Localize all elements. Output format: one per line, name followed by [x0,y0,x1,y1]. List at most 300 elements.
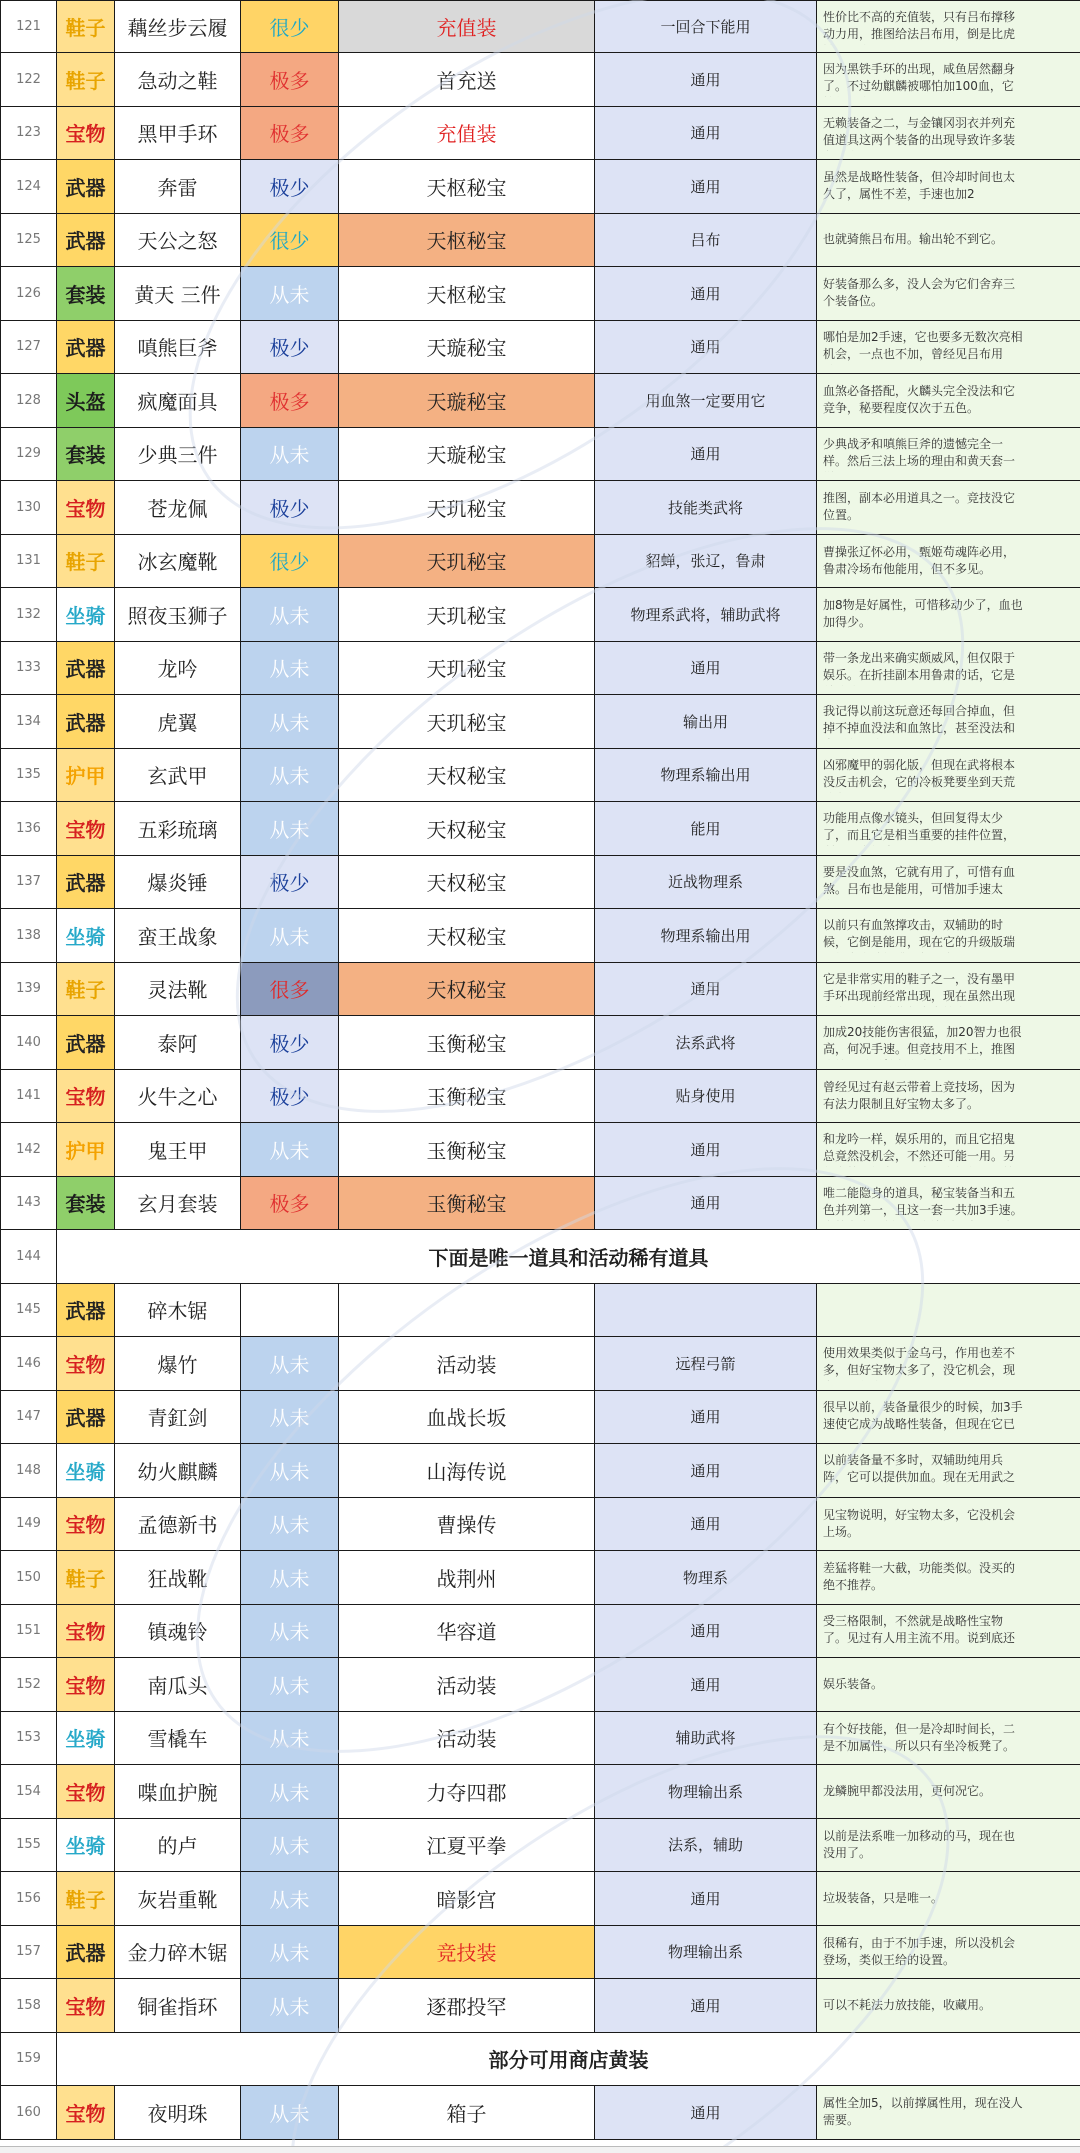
category-cell[interactable]: 坐骑 [57,1444,115,1498]
item-name-cell[interactable]: 的卢 [115,1818,241,1872]
applicable-cell[interactable]: 通用 [595,320,817,374]
item-name-cell[interactable]: 鬼王甲 [115,1123,241,1177]
category-cell[interactable]: 鞋子 [57,1,115,53]
comment-text: 功能用点像水镜头，但回复得太少了，而且它是相当重要的挂件位置， [823,811,1016,843]
usage-frequency-cell[interactable]: 极多 [241,1176,339,1230]
applicable-cell[interactable]: 技能类武将 [595,481,817,535]
source-cell[interactable]: 活动装 [339,1711,595,1765]
category-cell[interactable]: 护甲 [57,748,115,802]
row-number[interactable]: 140 [1,1016,57,1070]
source-cell[interactable]: 天玑秘宝 [339,641,595,695]
source-cell[interactable]: 天权秘宝 [339,909,595,963]
source-cell[interactable]: 战荆州 [339,1551,595,1605]
comment-text: 使用效果类似于金乌弓，作用也差不多，但好宝物太多了，没它机会，现 [823,1346,1016,1378]
item-name-cell[interactable]: 灵法靴 [115,962,241,1016]
category-cell[interactable]: 宝物 [57,1979,115,2033]
table-row [1,1283,1080,1337]
source-cell[interactable]: 玉衡秘宝 [339,1016,595,1070]
row-number[interactable]: 157 [1,1925,57,1979]
comment-cell[interactable] [817,1069,1080,1123]
category-cell[interactable]: 鞋子 [57,1551,115,1605]
source-cell[interactable]: 暗影宫 [339,1872,595,1926]
source-cell[interactable]: 天权秘宝 [339,962,595,1016]
category-cell[interactable]: 坐骑 [57,1711,115,1765]
source-cell[interactable]: 天玑秘宝 [339,588,595,642]
applicable-cell[interactable]: 通用 [595,1444,817,1498]
category-cell[interactable]: 宝物 [57,1604,115,1658]
category-cell[interactable]: 鞋子 [57,962,115,1016]
usage-frequency-cell[interactable]: 从未 [241,695,339,749]
comment-cell[interactable] [817,1444,1080,1498]
source-cell[interactable]: 玉衡秘宝 [339,1069,595,1123]
item-name-cell[interactable]: 狂战靴 [115,1551,241,1605]
row-number[interactable]: 150 [1,1551,57,1605]
comment-text: 唯二能隐身的道具，秘宝装备当和五色并列第一，且这一套一共加3手速。 [823,1185,1023,1217]
item-name-cell[interactable]: 天公之怒 [115,213,241,267]
applicable-cell[interactable]: 貂蝉，张辽，鲁肃 [595,534,817,588]
comment-cell[interactable] [817,1925,1080,1979]
source-cell[interactable]: 首充送 [339,53,595,107]
comment-text: 加8物是好属性，可惜移动少了，血也加得少。 [823,598,1023,630]
comment-cell[interactable] [817,1497,1080,1551]
applicable-cell[interactable]: 通用 [595,53,817,107]
usage-frequency-cell[interactable]: 从未 [241,1818,339,1872]
comment-cell[interactable] [817,160,1080,214]
item-name-cell[interactable]: 虎翼 [115,695,241,749]
source-cell[interactable]: 玉衡秘宝 [339,1123,595,1177]
item-name-cell[interactable]: 奔雷 [115,160,241,214]
row-number[interactable]: 130 [1,481,57,535]
row-number[interactable]: 145 [1,1283,57,1337]
usage-frequency-cell[interactable]: 从未 [241,1765,339,1819]
source-cell[interactable]: 天权秘宝 [339,855,595,909]
category-cell[interactable]: 宝物 [57,1069,115,1123]
source-cell[interactable]: 曹操传 [339,1497,595,1551]
category-cell[interactable]: 宝物 [57,481,115,535]
usage-frequency-cell[interactable]: 极多 [241,106,339,160]
item-name-cell[interactable]: 龙吟 [115,641,241,695]
usage-frequency-cell[interactable]: 从未 [241,2086,339,2140]
comment-text: 血煞必备搭配，火麟头完全没法和它竞争，秘要程度仅次于五色。 [823,384,1016,416]
category-cell[interactable]: 宝物 [57,106,115,160]
row-number[interactable]: 158 [1,1979,57,2033]
comment-cell[interactable] [817,1,1080,53]
table-row [1,1176,1080,1230]
applicable-cell[interactable]: 通用 [595,160,817,214]
item-name-cell[interactable]: 急动之鞋 [115,53,241,107]
source-cell[interactable]: 力夺四郡 [339,1765,595,1819]
usage-frequency-cell[interactable]: 从未 [241,1658,339,1712]
category-cell[interactable]: 武器 [57,213,115,267]
category-cell[interactable]: 武器 [57,695,115,749]
applicable-cell[interactable]: 通用 [595,1658,817,1712]
usage-frequency-cell[interactable]: 从未 [241,1337,339,1391]
row-number[interactable]: 131 [1,534,57,588]
applicable-cell[interactable]: 通用 [595,962,817,1016]
source-cell[interactable]: 天枢秘宝 [339,160,595,214]
row-number[interactable]: 135 [1,748,57,802]
applicable-cell[interactable]: 一回合下能用 [595,1,817,53]
table-row [1,641,1080,695]
table-row [1,106,1080,160]
usage-frequency-cell[interactable]: 从未 [241,1925,339,1979]
applicable-cell[interactable]: 能用 [595,802,817,856]
section-title[interactable]: 部分可用商店黄装 [57,2032,1080,2086]
table-row [1,1979,1080,2033]
comment-text: 因为黑铁手环的出现，咸鱼居然翻身了。不过幼麒麟被哪怕加100血，它 [823,62,1016,94]
applicable-cell[interactable]: 法系，辅助 [595,1818,817,1872]
item-name-cell[interactable]: 黄天 三件 [115,267,241,321]
source-cell[interactable]: 活动装 [339,1337,595,1391]
category-cell[interactable]: 宝物 [57,2086,115,2140]
item-name-cell[interactable]: 蛮王战象 [115,909,241,963]
comment-cell[interactable] [817,1337,1080,1391]
category-cell[interactable]: 武器 [57,160,115,214]
row-number[interactable]: 127 [1,320,57,374]
comment-text: 少典战矛和嗔熊巨斧的遗憾完全一样。然后三法上场的理由和黄天套一 [823,436,1016,468]
sheet-tabs-bar [0,2146,1080,2153]
category-cell[interactable]: 鞋子 [57,1872,115,1926]
category-cell[interactable]: 武器 [57,855,115,909]
applicable-cell[interactable]: 通用 [595,1176,817,1230]
row-number[interactable]: 154 [1,1765,57,1819]
usage-frequency-cell[interactable]: 从未 [241,1497,339,1551]
comment-cell[interactable] [817,53,1080,107]
applicable-cell[interactable] [595,1283,817,1337]
category-cell[interactable]: 套装 [57,267,115,321]
item-name-cell[interactable]: 藕丝步云履 [115,1,241,53]
item-name-cell[interactable]: 照夜玉狮子 [115,588,241,642]
category-cell[interactable]: 宝物 [57,1497,115,1551]
source-cell[interactable]: 天权秘宝 [339,802,595,856]
comment-cell[interactable] [817,748,1080,802]
usage-frequency-cell[interactable]: 从未 [241,1551,339,1605]
comment-cell[interactable] [817,374,1080,428]
comment-text: 以前只有血煞撑攻击，双辅助的时候，它倒是能用，现在它的升级版瑞 [823,918,1016,950]
usage-frequency-cell[interactable]: 极少 [241,1016,339,1070]
comment-text: 哪怕是加2手速，它也要多无数次亮相机会，一点也不加，曾经见吕布用 [823,329,1023,361]
item-name-cell[interactable]: 爆炎锤 [115,855,241,909]
comment-cell[interactable] [817,427,1080,481]
item-name-cell[interactable]: 铜雀指环 [115,1979,241,2033]
applicable-cell[interactable]: 吕布 [595,213,817,267]
row-number[interactable]: 124 [1,160,57,214]
row-number[interactable]: 125 [1,213,57,267]
category-cell[interactable]: 护甲 [57,1123,115,1177]
category-cell[interactable]: 宝物 [57,1765,115,1819]
comment-cell[interactable] [817,2086,1080,2140]
applicable-cell[interactable]: 物理系武将，辅助武将 [595,588,817,642]
item-name-cell[interactable]: 黑甲手环 [115,106,241,160]
row-number[interactable]: 141 [1,1069,57,1123]
item-name-cell[interactable]: 青釭剑 [115,1390,241,1444]
applicable-cell[interactable]: 通用 [595,427,817,481]
usage-frequency-cell[interactable]: 很少 [241,213,339,267]
source-cell[interactable]: 逐郡投罕 [339,1979,595,2033]
usage-frequency-cell[interactable]: 从未 [241,1390,339,1444]
category-cell[interactable]: 坐骑 [57,909,115,963]
row-number[interactable]: 139 [1,962,57,1016]
usage-frequency-cell[interactable]: 极多 [241,374,339,428]
source-cell[interactable]: 竞技装 [339,1925,595,1979]
comment-cell[interactable] [817,534,1080,588]
comment-cell[interactable] [817,641,1080,695]
item-name-cell[interactable]: 疯魔面具 [115,374,241,428]
source-cell[interactable]: 天璇秘宝 [339,427,595,481]
source-cell[interactable]: 天枢秘宝 [339,267,595,321]
category-cell[interactable]: 坐骑 [57,1818,115,1872]
comment-cell[interactable] [817,481,1080,535]
category-cell[interactable]: 武器 [57,1925,115,1979]
row-number[interactable]: 143 [1,1176,57,1230]
row-number[interactable]: 144 [1,1230,57,1284]
comment-cell[interactable] [817,1872,1080,1926]
item-name-cell[interactable]: 泰阿 [115,1016,241,1070]
row-number[interactable]: 126 [1,267,57,321]
item-name-cell[interactable]: 碎木锯 [115,1283,241,1337]
source-cell[interactable]: 充值装 [339,1,595,53]
comment-cell[interactable] [817,213,1080,267]
row-number[interactable]: 151 [1,1604,57,1658]
applicable-cell[interactable]: 物理系输出用 [595,748,817,802]
item-name-cell[interactable]: 火牛之心 [115,1069,241,1123]
applicable-cell[interactable]: 输出用 [595,695,817,749]
applicable-cell[interactable]: 通用 [595,1604,817,1658]
row-number[interactable]: 122 [1,53,57,107]
comment-text: 很稀有，由于不加手速，所以没机会登场，类似王给的设置。 [823,1935,1016,1967]
category-cell[interactable]: 武器 [57,1283,115,1337]
applicable-cell[interactable]: 物理输出系 [595,1765,817,1819]
row-number[interactable]: 160 [1,2086,57,2140]
table-row [1,1,1080,53]
comment-cell[interactable] [817,1551,1080,1605]
applicable-cell[interactable]: 通用 [595,1979,817,2033]
applicable-cell[interactable]: 物理系输出用 [595,909,817,963]
item-name-cell[interactable]: 夜明珠 [115,2086,241,2140]
row-number[interactable]: 156 [1,1872,57,1926]
category-cell[interactable]: 宝物 [57,1337,115,1391]
comment-cell[interactable] [817,1123,1080,1177]
row-number[interactable]: 128 [1,374,57,428]
usage-frequency-cell[interactable]: 从未 [241,427,339,481]
category-cell[interactable]: 套装 [57,427,115,481]
comment-text: 加成20技能伤害很猛，加20智力也很高，何况手速。但竞技用不上，推图 [823,1025,1022,1057]
category-cell[interactable]: 鞋子 [57,53,115,107]
source-cell[interactable] [339,1283,595,1337]
comment-text: 我记得以前这玩意还每回合掉血，但掉不掉血没法和血煞比，甚至没法和 [823,704,1016,736]
source-cell[interactable]: 箱子 [339,2086,595,2140]
item-name-cell[interactable]: 嗔熊巨斧 [115,320,241,374]
category-cell[interactable]: 坐骑 [57,588,115,642]
item-name-cell[interactable]: 少典三件 [115,427,241,481]
comment-text: 性价比不高的充值装，只有吕布撑移动力用，推图给法吕布用，倒是比虎 [823,9,1016,41]
applicable-cell[interactable]: 辅助武将 [595,1711,817,1765]
usage-frequency-cell[interactable]: 从未 [241,1711,339,1765]
comment-cell[interactable] [817,802,1080,856]
row-number[interactable]: 129 [1,427,57,481]
comment-cell[interactable] [817,1390,1080,1444]
usage-frequency-cell[interactable]: 从未 [241,588,339,642]
row-number[interactable]: 136 [1,802,57,856]
source-cell[interactable]: 江夏平拳 [339,1818,595,1872]
source-cell[interactable]: 天璇秘宝 [339,374,595,428]
comment-cell[interactable] [817,1176,1080,1230]
usage-frequency-cell[interactable]: 从未 [241,641,339,695]
applicable-cell[interactable]: 通用 [595,1390,817,1444]
usage-frequency-cell[interactable]: 从未 [241,267,339,321]
row-number[interactable]: 123 [1,106,57,160]
usage-frequency-cell[interactable]: 极少 [241,855,339,909]
category-cell[interactable]: 武器 [57,1016,115,1070]
comment-cell[interactable] [817,855,1080,909]
category-cell[interactable]: 武器 [57,320,115,374]
comment-cell[interactable] [817,1283,1080,1337]
row-number[interactable]: 134 [1,695,57,749]
item-name-cell[interactable]: 玄月套装 [115,1176,241,1230]
source-cell[interactable]: 充值装 [339,106,595,160]
source-cell[interactable]: 玉衡秘宝 [339,1176,595,1230]
table-row [1,748,1080,802]
usage-frequency-cell[interactable]: 从未 [241,748,339,802]
comment-cell[interactable] [817,1604,1080,1658]
applicable-cell[interactable]: 通用 [595,267,817,321]
usage-frequency-cell[interactable]: 从未 [241,1444,339,1498]
comment-cell[interactable] [817,267,1080,321]
row-number[interactable]: 147 [1,1390,57,1444]
usage-frequency-cell[interactable]: 很少 [241,534,339,588]
usage-frequency-cell[interactable]: 从未 [241,1979,339,2033]
source-cell[interactable]: 天权秘宝 [339,748,595,802]
category-cell[interactable]: 套装 [57,1176,115,1230]
table-row [1,1925,1080,1979]
source-cell[interactable]: 天枢秘宝 [339,213,595,267]
item-name-cell[interactable]: 冰玄魔靴 [115,534,241,588]
section-title[interactable]: 下面是唯一道具和活动稀有道具 [57,1230,1080,1284]
comment-cell[interactable] [817,106,1080,160]
row-number[interactable]: 159 [1,2032,57,2086]
applicable-cell[interactable]: 通用 [595,2086,817,2140]
row-number[interactable]: 149 [1,1497,57,1551]
row-number[interactable]: 155 [1,1818,57,1872]
applicable-cell[interactable]: 物理系 [595,1551,817,1605]
usage-frequency-cell[interactable]: 从未 [241,1872,339,1926]
usage-frequency-cell[interactable]: 极少 [241,160,339,214]
applicable-cell[interactable]: 贴身使用 [595,1069,817,1123]
category-cell[interactable]: 鞋子 [57,534,115,588]
usage-frequency-cell[interactable]: 从未 [241,1123,339,1177]
row-number[interactable]: 137 [1,855,57,909]
row-number[interactable]: 121 [1,1,57,53]
applicable-cell[interactable]: 法系武将 [595,1016,817,1070]
category-cell[interactable]: 武器 [57,641,115,695]
item-name-cell[interactable]: 南瓜头 [115,1658,241,1712]
item-name-cell[interactable]: 金力碎木锯 [115,1925,241,1979]
row-number[interactable]: 152 [1,1658,57,1712]
usage-frequency-cell[interactable]: 极少 [241,1069,339,1123]
item-name-cell[interactable]: 喋血护腕 [115,1765,241,1819]
applicable-cell[interactable]: 通用 [595,1497,817,1551]
source-cell[interactable]: 山海传说 [339,1444,595,1498]
row-number[interactable]: 148 [1,1444,57,1498]
source-cell[interactable]: 华容道 [339,1604,595,1658]
item-name-cell[interactable]: 爆竹 [115,1337,241,1391]
applicable-cell[interactable]: 通用 [595,641,817,695]
applicable-cell[interactable]: 物理输出系 [595,1925,817,1979]
applicable-cell[interactable]: 通用 [595,1872,817,1926]
usage-frequency-cell[interactable] [241,1283,339,1337]
comment-text: 带一条龙出来确实颇威风，但仅限于娱乐。在折挂副本用鲁肃的话，它是 [823,650,1016,682]
usage-frequency-cell[interactable]: 极多 [241,53,339,107]
comment-cell[interactable] [817,1658,1080,1712]
table-row [1,1658,1080,1712]
source-cell[interactable]: 天玑秘宝 [339,695,595,749]
source-cell[interactable]: 天玑秘宝 [339,534,595,588]
item-name-cell[interactable]: 灰岩重靴 [115,1872,241,1926]
item-name-cell[interactable]: 镇魂铃 [115,1604,241,1658]
source-cell[interactable]: 天璇秘宝 [339,320,595,374]
comment-cell[interactable] [817,1711,1080,1765]
comment-cell[interactable] [817,1818,1080,1872]
comment-cell[interactable] [817,909,1080,963]
category-cell[interactable]: 头盔 [57,374,115,428]
item-name-cell[interactable]: 五彩琉璃 [115,802,241,856]
comment-cell[interactable] [817,1765,1080,1819]
comment-text: 好装备那么多，没人会为它们舍弃三个装备位。 [823,277,1016,309]
comment-text: 受三格限制，不然就是战略性宝物了。见过有人用主流不用。说到底还 [823,1613,1016,1645]
usage-frequency-cell[interactable]: 从未 [241,1604,339,1658]
comment-cell[interactable] [817,695,1080,749]
row-number[interactable]: 146 [1,1337,57,1391]
source-cell[interactable]: 天玑秘宝 [339,481,595,535]
item-name-cell[interactable]: 孟德新书 [115,1497,241,1551]
row-number[interactable]: 153 [1,1711,57,1765]
row-number[interactable]: 133 [1,641,57,695]
source-cell[interactable]: 活动装 [339,1658,595,1712]
source-cell[interactable]: 血战长坂 [339,1390,595,1444]
table-body [1,1,1080,2140]
row-number[interactable]: 142 [1,1123,57,1177]
applicable-cell[interactable]: 远程弓箭 [595,1337,817,1391]
item-name-cell[interactable]: 苍龙佩 [115,481,241,535]
applicable-cell[interactable]: 近战物理系 [595,855,817,909]
usage-frequency-cell[interactable]: 极少 [241,481,339,535]
comment-cell[interactable] [817,962,1080,1016]
item-name-cell[interactable]: 雪橇车 [115,1711,241,1765]
row-number[interactable]: 138 [1,909,57,963]
comment-cell[interactable] [817,588,1080,642]
category-cell[interactable]: 武器 [57,1390,115,1444]
applicable-cell[interactable]: 用血煞一定要用它 [595,374,817,428]
category-cell[interactable]: 宝物 [57,1658,115,1712]
usage-frequency-cell[interactable]: 很多 [241,962,339,1016]
usage-frequency-cell[interactable]: 极少 [241,320,339,374]
applicable-cell[interactable]: 通用 [595,106,817,160]
applicable-cell[interactable]: 通用 [595,1123,817,1177]
category-cell[interactable]: 宝物 [57,802,115,856]
comment-cell[interactable] [817,320,1080,374]
row-number[interactable]: 132 [1,588,57,642]
comment-cell[interactable] [817,1016,1080,1070]
item-name-cell[interactable]: 玄武甲 [115,748,241,802]
usage-frequency-cell[interactable]: 很少 [241,1,339,53]
comment-text: 和龙吟一样，娱乐用的，而且它招鬼总竟然没机会，不然还可能一用。另 [823,1132,1016,1164]
table-row [1,1551,1080,1605]
usage-frequency-cell[interactable]: 从未 [241,802,339,856]
usage-frequency-cell[interactable]: 从未 [241,909,339,963]
item-name-cell[interactable]: 幼火麒麟 [115,1444,241,1498]
comment-cell[interactable] [817,1979,1080,2033]
comment-text: 也就骑熊吕布用。输出轮不到它。 [823,232,1004,247]
